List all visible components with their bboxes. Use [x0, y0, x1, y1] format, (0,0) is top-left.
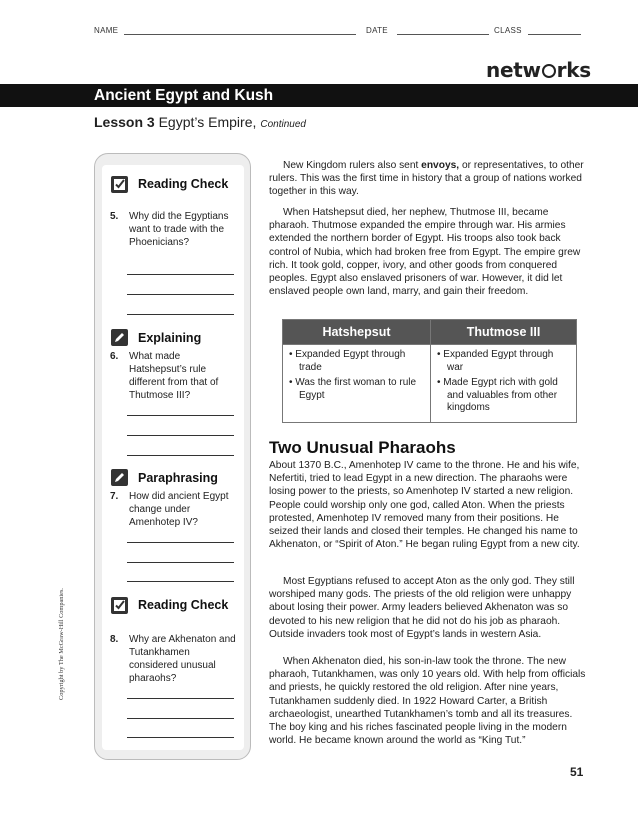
- question-text: How did ancient Egypt change under Amenhotep IV?: [129, 491, 229, 528]
- paragraph: When Hatshepsut died, her nephew, Thutmose III, became pharaoh. Thutmose expanded the empire through war. His armies extended the northern border of Egypt. His troops also took back control of Nubia, which had broken free from Egypt. The empire grew rich. It took gold, copper, ivory, and other goods from conquered peoples. Egypt also enslaved prisoners of war. However, it did let enslaved people own land, marry, and gain their freedom.: [269, 207, 581, 298]
- section-title-reading-check: Reading Check: [138, 598, 229, 612]
- list-item: • Made Egypt rich with gold and valuables from other kingdoms: [437, 377, 558, 413]
- copyright-notice: Copyright by The McGraw-Hill Companies.: [58, 588, 65, 700]
- answer-line[interactable]: [127, 562, 234, 563]
- question-text: What made Hatshepsut’s rule different from that of Thutmose III?: [129, 351, 219, 401]
- date-label: DATE: [366, 26, 388, 35]
- list-item: • Expanded Egypt through war: [437, 349, 554, 373]
- answer-line[interactable]: [127, 581, 234, 582]
- date-field[interactable]: [397, 25, 489, 35]
- section-title-reading-check: Reading Check: [138, 177, 229, 191]
- name-label: NAME: [94, 26, 119, 35]
- class-label: CLASS: [494, 26, 522, 35]
- class-field[interactable]: [528, 25, 581, 35]
- lesson-title: Egypt’s Empire,: [158, 114, 257, 130]
- answer-line[interactable]: [127, 718, 234, 719]
- page-number: 51: [570, 765, 584, 779]
- table-cell: [283, 345, 431, 423]
- answer-line[interactable]: [127, 542, 234, 543]
- answer-line[interactable]: [127, 294, 234, 295]
- question-text: Why are Akhenaton and Tutankhamen considered unusual pharaohs?: [129, 634, 236, 684]
- answer-line[interactable]: [127, 415, 234, 416]
- lesson-label: Lesson 3: [94, 114, 155, 130]
- comparison-table: [282, 319, 577, 423]
- lesson-continued: Continued: [260, 119, 306, 130]
- paragraph: New Kingdom rulers also sent envoys, or representatives, to other rulers. This was the first time in history that a group of nations worked together in this way.: [269, 160, 584, 198]
- section-title-explaining: Explaining: [138, 331, 202, 345]
- table-header: Hatshepsut: [283, 320, 431, 345]
- answer-line[interactable]: [127, 455, 234, 456]
- lesson-heading: [94, 114, 306, 130]
- networks-logo: netw rks: [486, 58, 591, 82]
- question-number: 8.: [110, 634, 119, 645]
- answer-line[interactable]: [127, 737, 234, 738]
- paragraph: Most Egyptians refused to accept Aton as the only god. They still worshiped many gods. The priests of the old religion were unhappy about losing their power. Army leaders believed Akhenaton was so devoted to his new religion that he did not do his job as pharaoh. Outside invaders took most of Egypt’s lands in western Asia.: [269, 576, 575, 640]
- answer-line[interactable]: [127, 435, 234, 436]
- paragraph: When Akhenaton died, his son-in-law took the throne. The new pharaoh, Tutankhamen, was only 10 years old. With help from officials and priests, he quickly restored the old religion. After nine years, Tutankhamen suddenly died. In 1922 Howard Carter, a British archaeologist, unearthed Tutankhamen’s tomb and all its treasures. The boy king and his riches fascinated people living in the modern world. He became known around the world as “King Tut.”: [269, 656, 586, 747]
- list-item: • Expanded Egypt through trade: [289, 349, 406, 373]
- question-number: 5.: [110, 211, 119, 222]
- check-icon: [111, 176, 128, 193]
- paragraph: About 1370 B.C., Amenhotep IV came to the throne. He and his wife, Nefertiti, tried to lead Egypt in a new direction. The pharaohs were losing power to the priests, so Amenhotep IV started a new religion. People could worship only one god, called Aton. When the priests protested, Amenhotep IV removed many from their positions. He seized their lands and closed their temples. He changed his name to Akhenaton, or “Spirit of Aton.” He began ruling Egypt from a new city.: [269, 460, 580, 551]
- answer-line[interactable]: [127, 698, 234, 699]
- table-cell: [431, 345, 577, 423]
- question-number: 6.: [110, 351, 119, 362]
- answer-line[interactable]: [127, 274, 234, 275]
- name-field[interactable]: [124, 25, 356, 35]
- chapter-title: Ancient Egypt and Kush: [94, 87, 274, 104]
- table-header: Thutmose III: [431, 320, 577, 345]
- question-text: Why did the Egyptians want to trade with the Phoenicians?: [129, 211, 229, 248]
- check-icon: [111, 597, 128, 614]
- pencil-icon: [111, 469, 128, 486]
- section-heading: Two Unusual Pharaohs: [269, 438, 456, 457]
- pencil-icon: [111, 329, 128, 346]
- question-number: 7.: [110, 491, 119, 502]
- list-item: • Was the first woman to rule Egypt: [289, 377, 417, 401]
- answer-line[interactable]: [127, 314, 234, 315]
- section-title-paraphrasing: Paraphrasing: [138, 471, 218, 485]
- vocab-envoys: envoys,: [421, 160, 460, 171]
